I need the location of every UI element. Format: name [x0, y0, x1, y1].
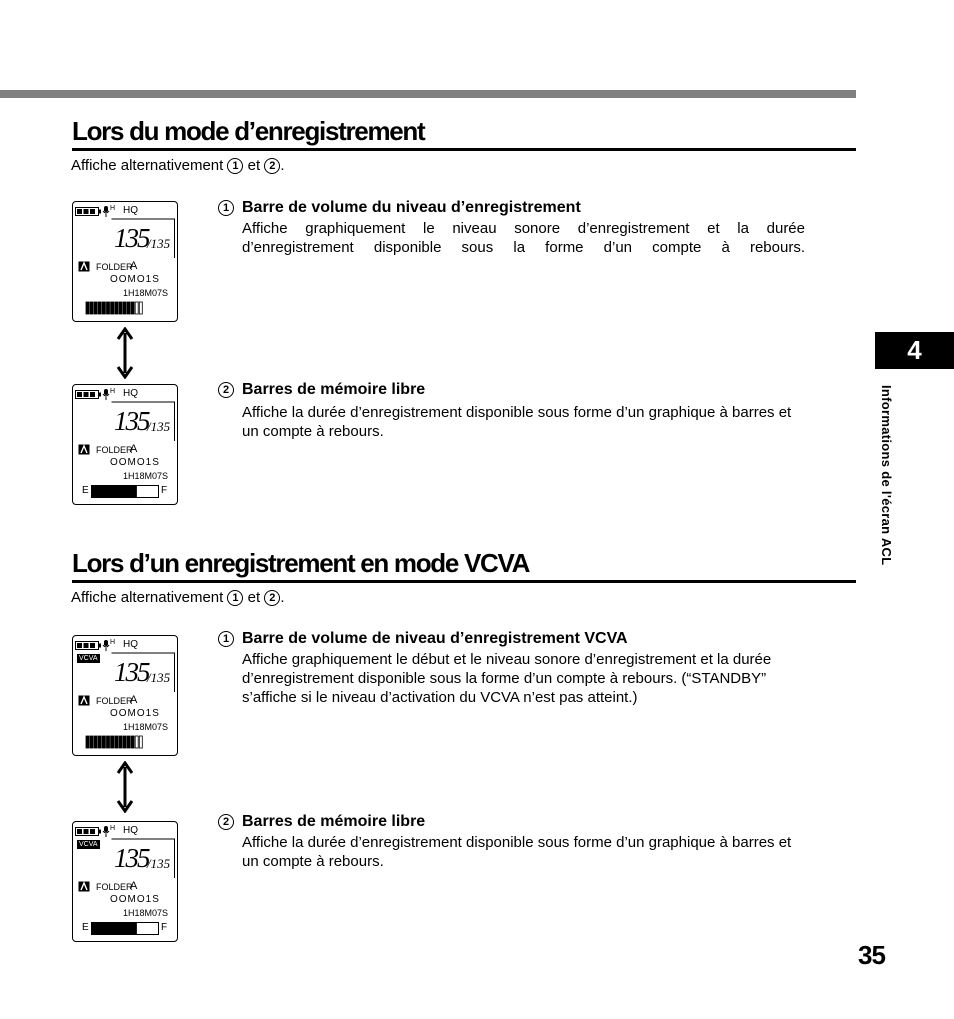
- alternate-arrow-icon: [115, 327, 135, 379]
- remaining-time: 1H18M07S: [123, 722, 169, 732]
- file-number: 135: [114, 406, 149, 436]
- level-segment: [102, 302, 105, 314]
- lcd-display-vcva-level-meter: [72, 635, 178, 756]
- mic-sensitivity-label: H: [110, 388, 116, 395]
- circled-number-1: 1: [227, 590, 243, 606]
- item-text-1: Affiche graphiquement le niveau sonore d’enregistrement et la durée d’enregistrement disponible sous la forme d’un compte à rebours.: [242, 220, 805, 256]
- quality-label: HQ: [123, 825, 138, 836]
- level-segment: [90, 736, 93, 748]
- vcva-badge: VCVA: [79, 655, 98, 662]
- level-segment: [107, 302, 110, 314]
- item-text-4: Affiche la durée d’enregistrement disponible sous forme d’un graphique à barres et un compte à rebours.: [242, 834, 792, 870]
- level-meter-bars: [85, 301, 145, 315]
- microphone-icon: [102, 826, 110, 837]
- folder-label: FOLDER: [96, 445, 133, 455]
- file-number: 135: [114, 657, 149, 687]
- level-segment: [131, 736, 134, 748]
- mic-sensitivity-label: H: [110, 205, 116, 212]
- section-rule: [72, 580, 856, 583]
- folder-icon: [78, 261, 90, 272]
- level-segment: [107, 736, 110, 748]
- folder-label: FOLDER: [96, 696, 133, 706]
- circled-number-2: 2: [264, 590, 280, 606]
- file-number: 135: [114, 223, 149, 253]
- microphone-icon: [102, 640, 110, 651]
- file-total: /135: [147, 670, 171, 685]
- level-segment: [111, 736, 114, 748]
- folder-name: A: [130, 880, 138, 892]
- level-segment: [131, 302, 134, 314]
- circled-number-2: 2: [264, 158, 280, 174]
- file-total: /135: [147, 236, 171, 251]
- page-number: 35: [858, 940, 885, 970]
- level-segment: [135, 302, 138, 314]
- level-segment: [127, 302, 130, 314]
- level-segment: [135, 736, 138, 748]
- level-segment: [139, 302, 142, 314]
- quality-label: HQ: [123, 639, 138, 650]
- section-title-vcva-mode: Lors d’un enregistrement en mode VCVA: [72, 548, 530, 578]
- level-segment: [98, 302, 101, 314]
- section-intro: Affiche alternativement 1 et 2 .: [71, 589, 285, 606]
- mic-sensitivity-label: H: [110, 639, 116, 646]
- microphone-icon: [102, 389, 110, 400]
- folder-icon: [78, 695, 90, 706]
- level-segment: [86, 302, 89, 314]
- level-segment: [115, 736, 118, 748]
- battery-icon: [75, 827, 101, 836]
- level-segment: [119, 302, 122, 314]
- battery-icon: [75, 207, 101, 216]
- folder-label: FOLDER: [96, 882, 133, 892]
- lcd-display-memory-bar: [72, 384, 178, 505]
- memory-bar: [91, 922, 159, 935]
- folder-label: FOLDER: [96, 262, 133, 272]
- level-segment: [94, 736, 97, 748]
- level-segment: [119, 736, 122, 748]
- elapsed-time: OOMO1S: [110, 708, 160, 719]
- lcd-display-vcva-memory-bar: [72, 821, 178, 942]
- folder-name: A: [130, 260, 138, 272]
- item-text-2: Affiche la durée d’enregistrement disponible sous forme d’un graphique à barres et un compte à rebours.: [242, 404, 792, 440]
- elapsed-time: OOMO1S: [110, 457, 160, 468]
- file-total: /135: [147, 856, 171, 871]
- item-heading-2: 2 Barres de mémoire libre: [218, 381, 425, 399]
- microphone-icon: [102, 206, 110, 217]
- elapsed-time: OOMO1S: [110, 274, 160, 285]
- level-segment: [98, 736, 101, 748]
- level-segment: [90, 302, 93, 314]
- folder-name: A: [130, 443, 138, 455]
- mic-sensitivity-label: H: [110, 825, 116, 832]
- vcva-badge: VCVA: [79, 841, 98, 848]
- lcd-display-level-meter: [72, 201, 178, 322]
- battery-icon: [75, 390, 101, 399]
- memory-empty-label: E: [82, 485, 89, 496]
- memory-bar: [91, 485, 159, 498]
- elapsed-time: OOMO1S: [110, 894, 160, 905]
- alternate-arrow-icon: [115, 761, 135, 813]
- level-segment: [115, 302, 118, 314]
- level-segment: [123, 302, 126, 314]
- level-segment: [127, 736, 130, 748]
- folder-name: A: [130, 694, 138, 706]
- folder-icon: [78, 881, 90, 892]
- section-rule: [72, 148, 856, 151]
- level-segment: [139, 736, 142, 748]
- side-section-label: Informations de l'écran ACL: [879, 385, 894, 566]
- memory-full-label: F: [161, 485, 168, 496]
- level-segment: [123, 736, 126, 748]
- battery-icon: [75, 641, 101, 650]
- section-intro: Affiche alternativement 1 et 2 .: [71, 157, 285, 174]
- level-segment: [86, 736, 89, 748]
- remaining-time: 1H18M07S: [123, 288, 169, 298]
- item-heading-3: 1 Barre de volume de niveau d’enregistrement VCVA: [218, 630, 628, 648]
- item-text-3: Affiche graphiquement le début et le niveau sonore d’enregistrement et la durée d’enregistrement disponible sous la forme d’un compte à rebours. (“STANDBY” s’affiche si le niveau d’activation du VCVA n’est pas atteint.): [242, 651, 772, 706]
- level-segment: [111, 302, 114, 314]
- circled-number-1: 1: [227, 158, 243, 174]
- level-segment: [94, 302, 97, 314]
- level-meter-bars: [85, 735, 145, 749]
- quality-label: HQ: [123, 205, 138, 216]
- memory-full-label: F: [161, 922, 168, 933]
- section-title-recording-mode: Lors du mode d’enregistrement: [72, 116, 425, 146]
- chapter-tab: 4: [875, 332, 954, 369]
- top-decorative-bar: [0, 90, 856, 98]
- item-heading-4: 2 Barres de mémoire libre: [218, 813, 425, 831]
- file-total: /135: [147, 419, 171, 434]
- item-heading-1: 1 Barre de volume du niveau d’enregistrement: [218, 199, 581, 217]
- remaining-time: 1H18M07S: [123, 471, 169, 481]
- level-segment: [102, 736, 105, 748]
- memory-empty-label: E: [82, 922, 89, 933]
- quality-label: HQ: [123, 388, 138, 399]
- file-number: 135: [114, 843, 149, 873]
- folder-icon: [78, 444, 90, 455]
- remaining-time: 1H18M07S: [123, 908, 169, 918]
